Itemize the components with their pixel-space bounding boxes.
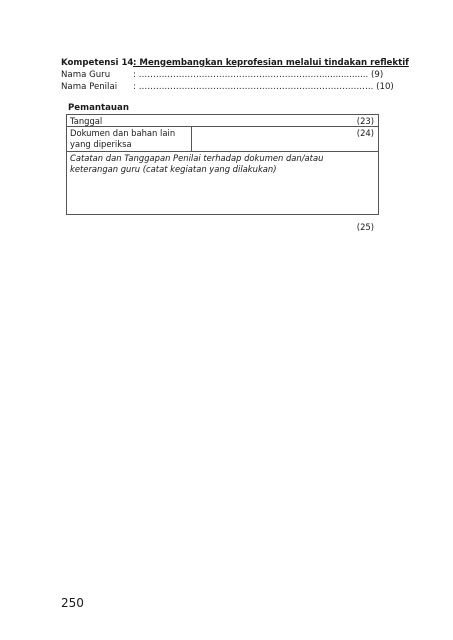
section-title: Pemantauan — [68, 103, 129, 113]
nama-penilai-label: Nama Penilai — [61, 82, 118, 92]
nama-penilai-field: : ………………………………………………………………………. (10) — [133, 82, 394, 92]
tanggal-number: (23) — [356, 116, 374, 126]
page-number: 250 — [61, 596, 84, 610]
catatan-label: Catatan dan Tanggapan Penilai terhadap dokumen dan/atau keterangan guru (catat kegiatan yang dilakukan) — [70, 153, 324, 174]
monitoring-table — [66, 114, 379, 232]
column-divider — [191, 127, 192, 152]
dokumen-number: (24) — [356, 128, 374, 138]
catatan-row — [67, 152, 378, 232]
nama-guru-field: : ……………………………………………………….................. (9) — [133, 70, 384, 80]
tanggal-label: Tanggal — [70, 116, 103, 126]
kompetensi-label: Kompetensi 14 — [61, 58, 134, 68]
kompetensi-value: : Mengembangkan keprofesian melalui tindakan reflektif — [133, 58, 409, 68]
catatan-number: (25) — [356, 222, 374, 232]
tanggal-row — [67, 115, 378, 127]
dokumen-row — [67, 127, 378, 152]
dokumen-label: Dokumen dan bahan lain yang diperiksa — [70, 128, 176, 149]
nama-guru-label: Nama Guru — [61, 70, 111, 80]
